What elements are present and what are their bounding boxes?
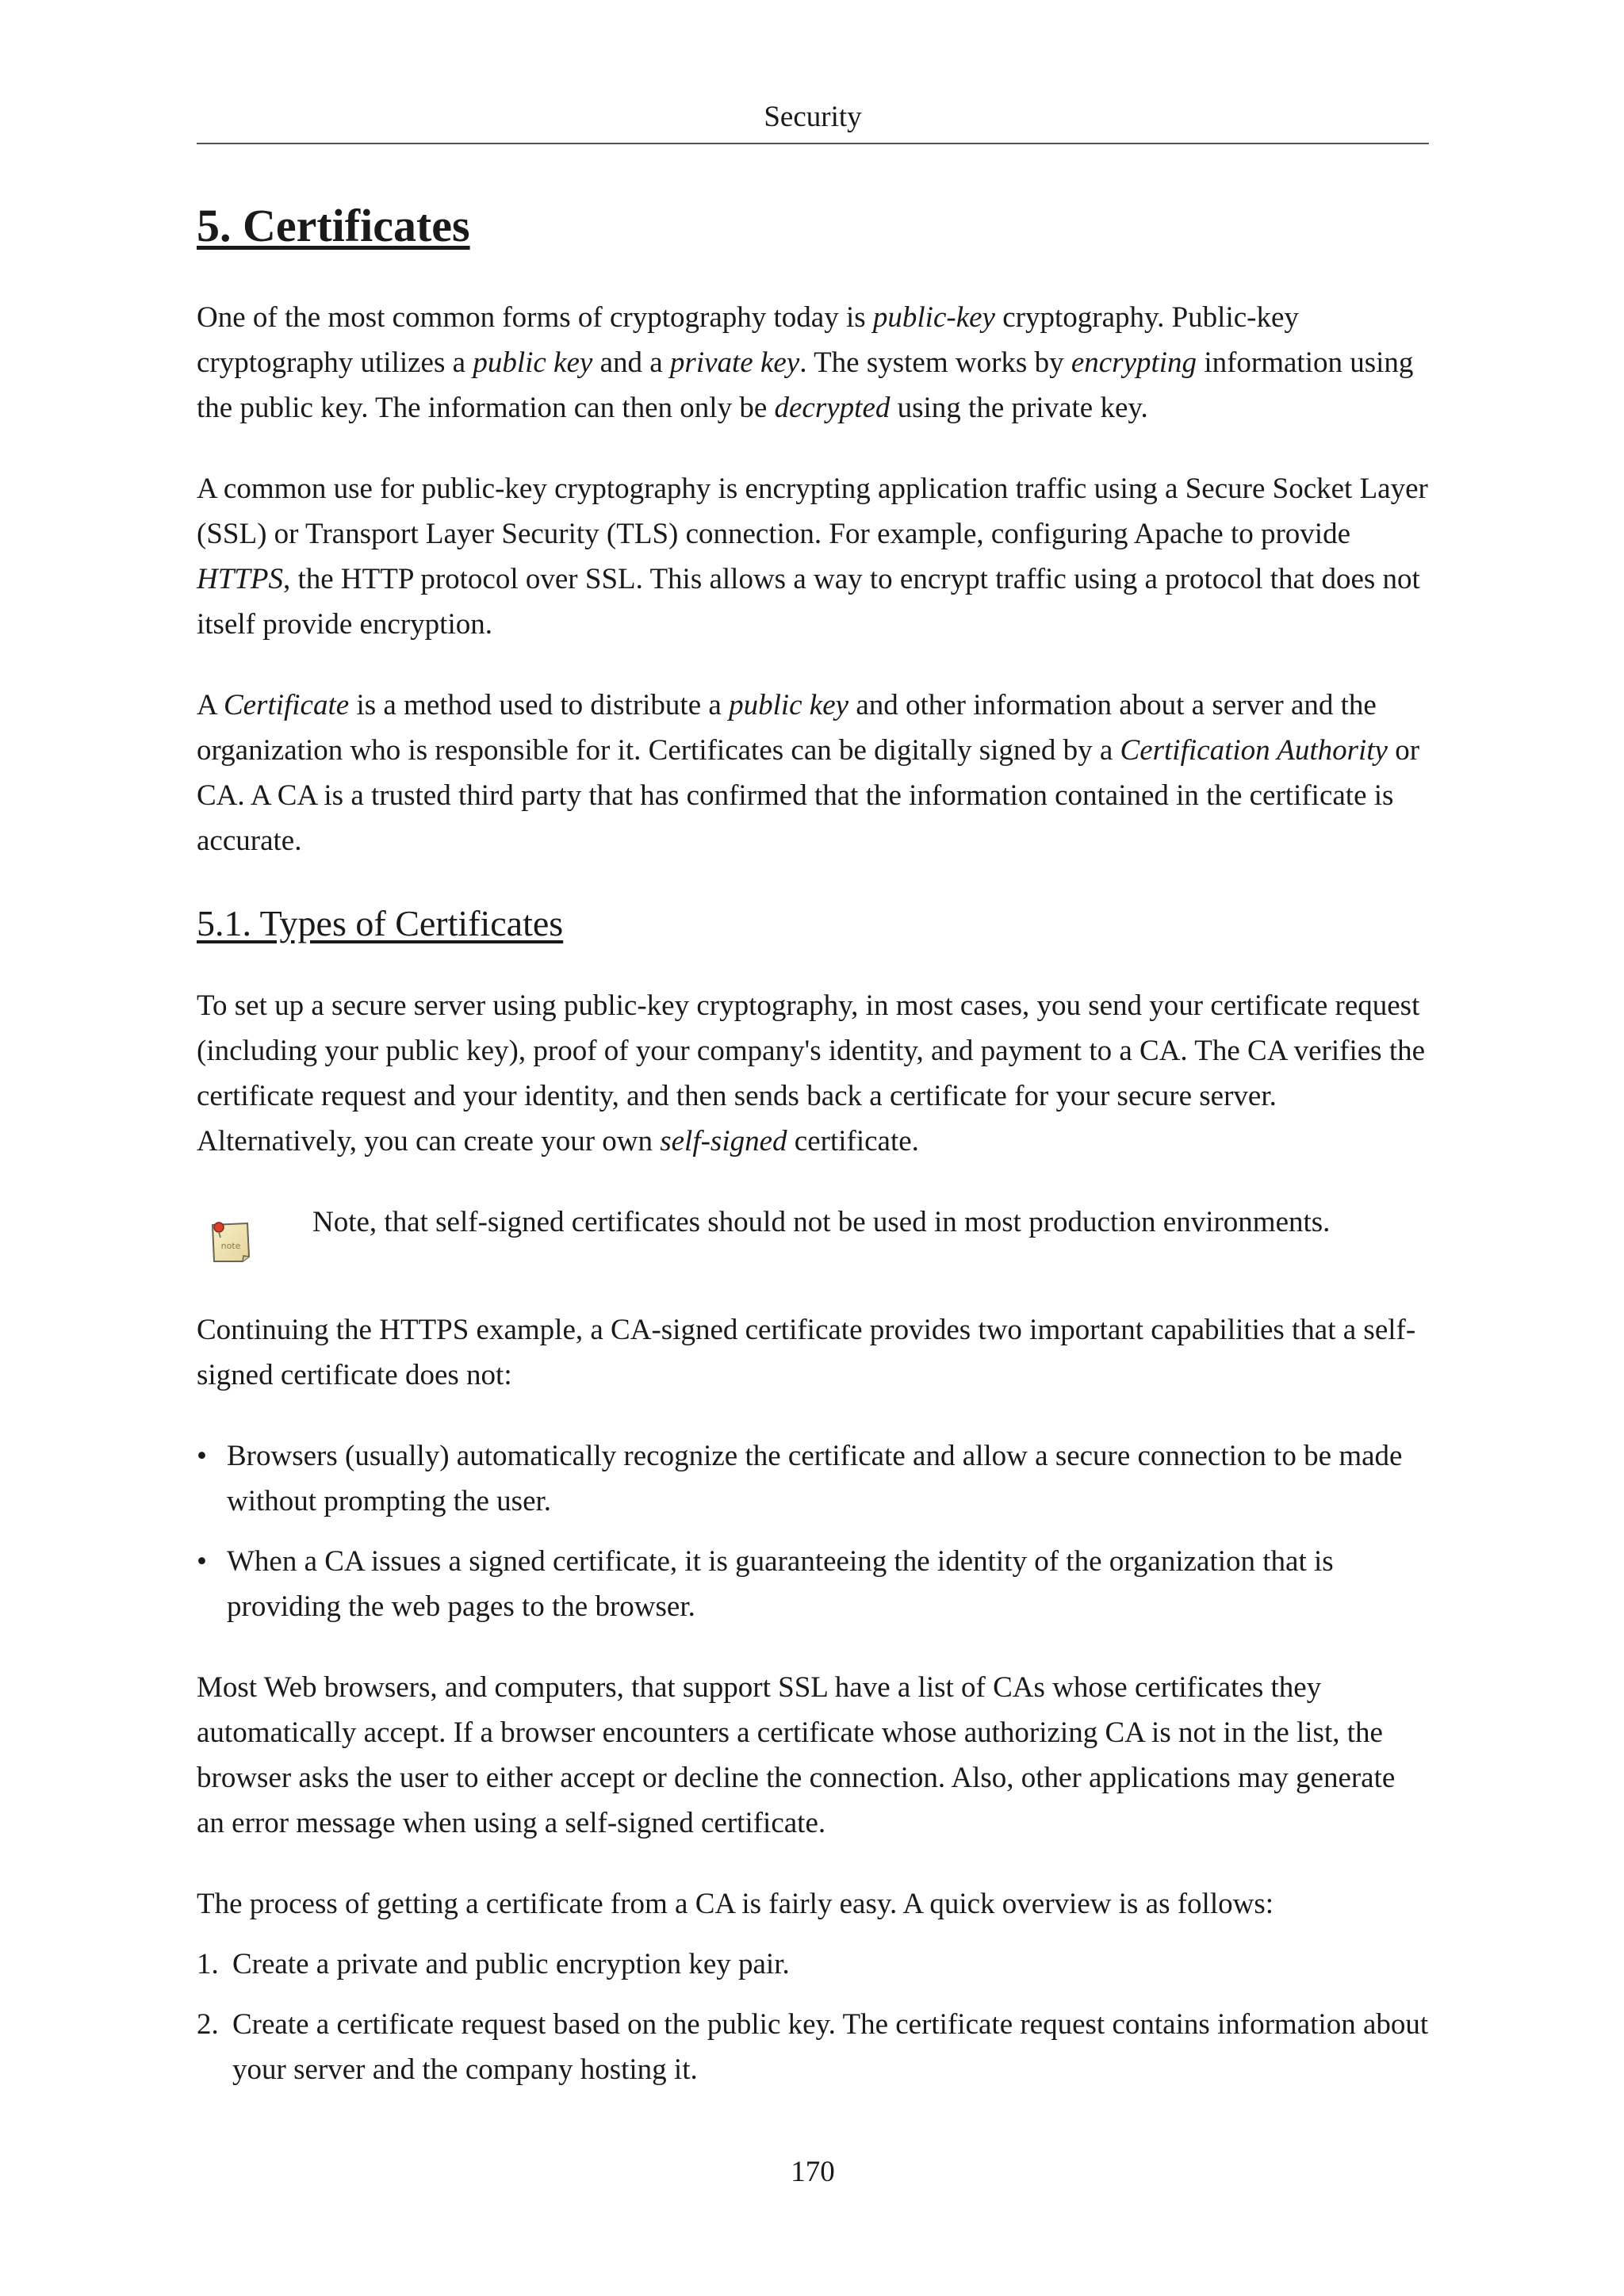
step-text: Create a certificate request based on the public key. The certificate request contains information about your server and the company hosting it. bbox=[232, 2008, 1429, 2086]
note-icon-label: note bbox=[220, 1241, 241, 1251]
term-certificate: Certificate bbox=[223, 689, 350, 721]
note-icon bbox=[208, 1219, 252, 1265]
term-public-key-2: public key bbox=[473, 346, 593, 379]
term-decrypted: decrypted bbox=[774, 392, 891, 424]
note-text: Note, that self-signed certificates should not be used in most production environments. bbox=[312, 1206, 1331, 1238]
paragraph-process-intro: The process of getting a certificate from a CA is fairly easy. A quick overview is as follows: bbox=[197, 1888, 1274, 1920]
list-item: • Browsers (usually) automatically recognize the certificate and allow a secure connection to be made without prompting the user. bbox=[197, 1433, 1429, 1524]
paragraph-public-key: One of the most common forms of cryptography today is public-key cryptography. Public-key cryptography utilizes a public key and a private key. The system works by encrypting information using the public key. The information can then only be decrypted using the private key. bbox=[197, 301, 1414, 424]
running-header: Security bbox=[764, 101, 862, 133]
page-content bbox=[197, 195, 1429, 2128]
term-private-key: private key bbox=[669, 346, 800, 379]
step-text: Create a private and public encryption key pair. bbox=[232, 1948, 790, 1980]
term-encrypting: encrypting bbox=[1071, 346, 1197, 379]
paragraph-capabilities-intro: Continuing the HTTPS example, a CA-signed certificate provides two important capabilities that a self-signed certificate does not: bbox=[197, 1314, 1416, 1391]
term-certification-authority: Certification Authority bbox=[1120, 734, 1388, 767]
bullet-marker: • bbox=[197, 1440, 207, 1472]
paragraph-secure-server: To set up a secure server using public-key cryptography, in most cases, you send your certificate request (including your public key), proof of your company's identity, and payment to a CA. The CA verifies the certificate request and your identity, and then sends back a certificate for your secure server. Alternatively, you can create your own self-signed certificate. bbox=[197, 989, 1426, 1158]
document-page bbox=[197, 0, 1429, 2296]
process-steps-list bbox=[197, 1942, 1429, 2092]
term-public-key: public-key bbox=[872, 301, 995, 334]
list-item bbox=[197, 2002, 1429, 2092]
term-self-signed: self-signed bbox=[660, 1125, 787, 1158]
subsection-title: 5.1. Types of Certificates bbox=[197, 903, 564, 943]
list-item bbox=[197, 1942, 1429, 1987]
term-https: HTTPS bbox=[197, 563, 283, 595]
list-item: • When a CA issues a signed certificate, it is guaranteeing the identity of the organization that is providing the web pages to the browser. bbox=[197, 1539, 1429, 1629]
step-number: 1. bbox=[197, 1948, 219, 1980]
capabilities-list bbox=[197, 1433, 1429, 1629]
header-rule bbox=[197, 143, 1429, 144]
note-admonition bbox=[197, 1200, 1429, 1266]
bullet-marker: • bbox=[197, 1545, 207, 1578]
step-number: 2. bbox=[197, 2008, 219, 2041]
term-public-key-3: public key bbox=[729, 689, 849, 721]
paragraph-certificate: A Certificate is a method used to distribute a public key and other information about a server and the organization who is responsible for it. Certificates can be digitally signed by a Certification Authority or CA. A CA is a trusted third party that has confirmed that the information contained in the certificate is accurate. bbox=[197, 689, 1420, 857]
paragraph-browsers: Most Web browsers, and computers, that support SSL have a list of CAs whose certificates they automatically accept. If a browser encounters a certificate whose authorizing CA is not in the list, the browser asks the user to either accept or decline the connection. Also, other applications may generate an error message when using a self-signed certificate. bbox=[197, 1671, 1396, 1839]
paragraph-ssl-tls: A common use for public-key cryptography is encrypting application traffic using a Secure Socket Layer (SSL) or Transport Layer Security (TLS) connection. For example, configuring Apache to provide HTTPS, the HTTP protocol over SSL. This allows a way to encrypt traffic using a protocol that does not itself provide encryption. bbox=[197, 473, 1428, 641]
page-number: 170 bbox=[791, 2156, 835, 2188]
section-title: 5. Certificates bbox=[197, 200, 470, 251]
